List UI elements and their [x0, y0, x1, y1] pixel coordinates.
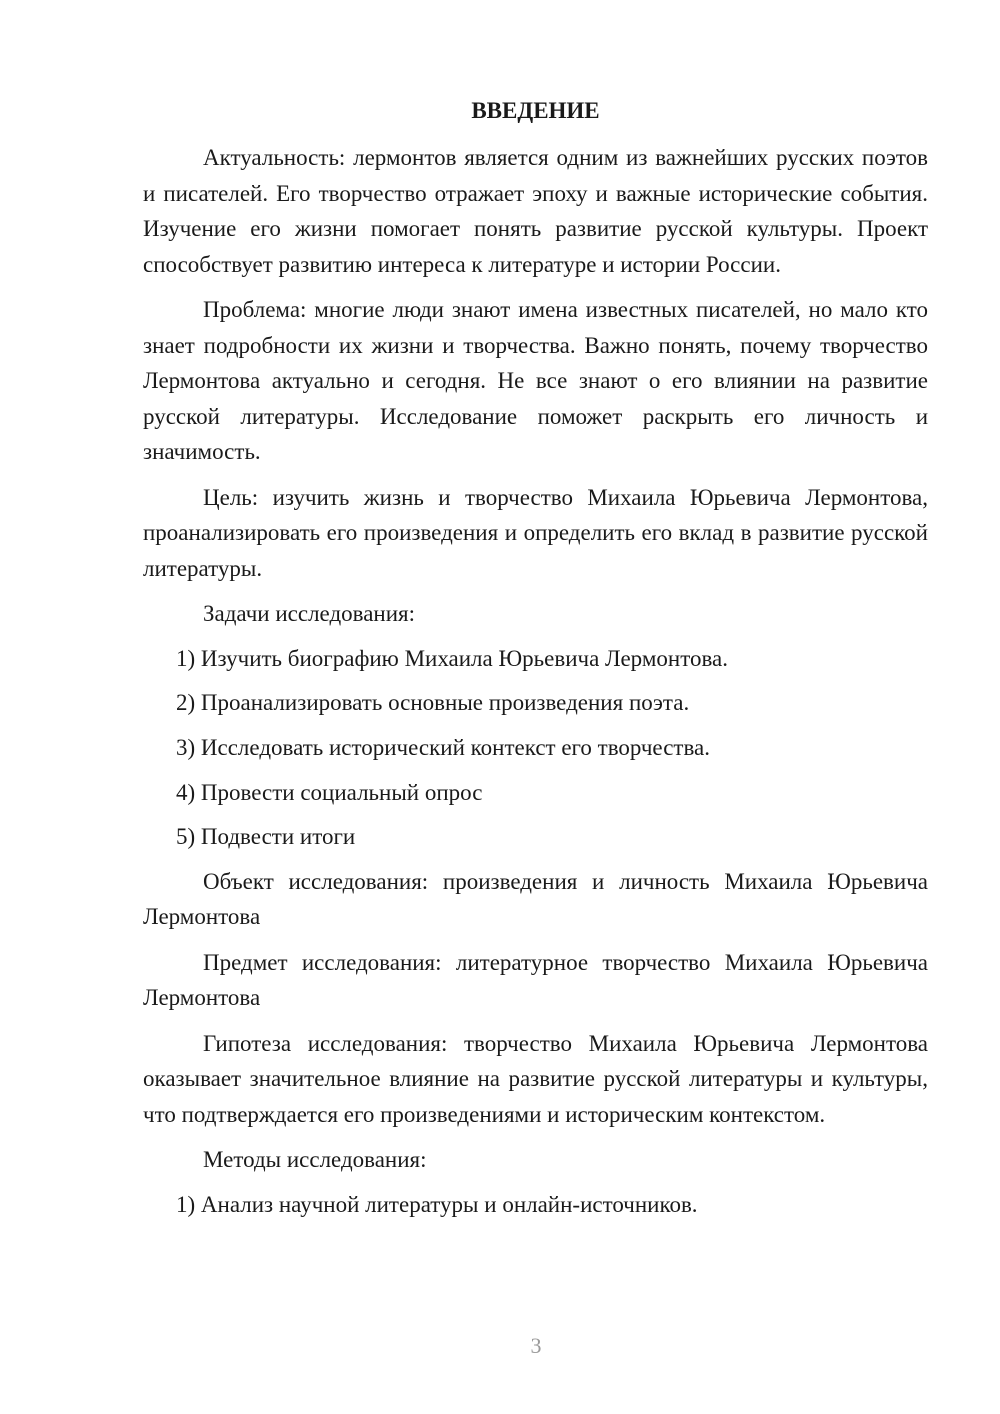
- tasks-heading: Задачи исследования:: [203, 601, 416, 626]
- list-item: 2) Проанализировать основные произведения поэта.: [176, 690, 690, 716]
- hypothesis-paragraph: Гипотеза исследования: творчество Михаила Юрьевича Лермонтова оказывает значительное влияние на развитие русской литературы и культуры, что подтверждается его произведениями и историческим контекстом.: [143, 1030, 928, 1127]
- list-item: 4) Провести социальный опрос: [176, 779, 483, 805]
- relevance-paragraph: Актуальность: лермонтов является одним из важнейших русских поэтов и писателей. Его творчество отражает эпоху и важные исторические события. Изучение его жизни помогает понять развитие русской культуры. Проект способствует развитию интереса к литературе и истории России.: [143, 145, 928, 277]
- subject-paragraph: Предмет исследования: литературное творчество Михаила Юрьевича Лермонтова: [143, 949, 928, 1011]
- list-item: 3) Исследовать исторический контекст его творчества.: [176, 734, 710, 760]
- methods-list: [143, 1187, 928, 1223]
- list-item: 1) Анализ научной литературы и онлайн-источников.: [176, 1191, 698, 1217]
- list-item: 5) Подвести итоги: [176, 824, 356, 850]
- page-number: 3: [530, 1333, 542, 1358]
- problem-paragraph: Проблема: многие люди знают имена известных писателей, но мало кто знает подробности их жизни и творчества. Важно понять, почему творчество Лермонтова актуально и сегодня. Не все знают о его влиянии на развитие русской литературы. Исследование поможет раскрыть его личность и значимость.: [143, 297, 928, 464]
- goal-paragraph: Цель: изучить жизнь и творчество Михаила Юрьевича Лермонтова, проанализировать его произведения и определить его вклад в развитие русской литературы.: [143, 484, 928, 581]
- page-content: [143, 96, 928, 1222]
- object-paragraph: Объект исследования: произведения и личность Михаила Юрьевича Лермонтова: [143, 868, 928, 930]
- tasks-list: [143, 641, 928, 855]
- list-item: 1) Изучить биографию Михаила Юрьевича Лермонтова.: [176, 645, 728, 671]
- methods-heading: Методы исследования:: [203, 1147, 427, 1173]
- section-title: ВВЕДЕНИЕ: [471, 98, 600, 123]
